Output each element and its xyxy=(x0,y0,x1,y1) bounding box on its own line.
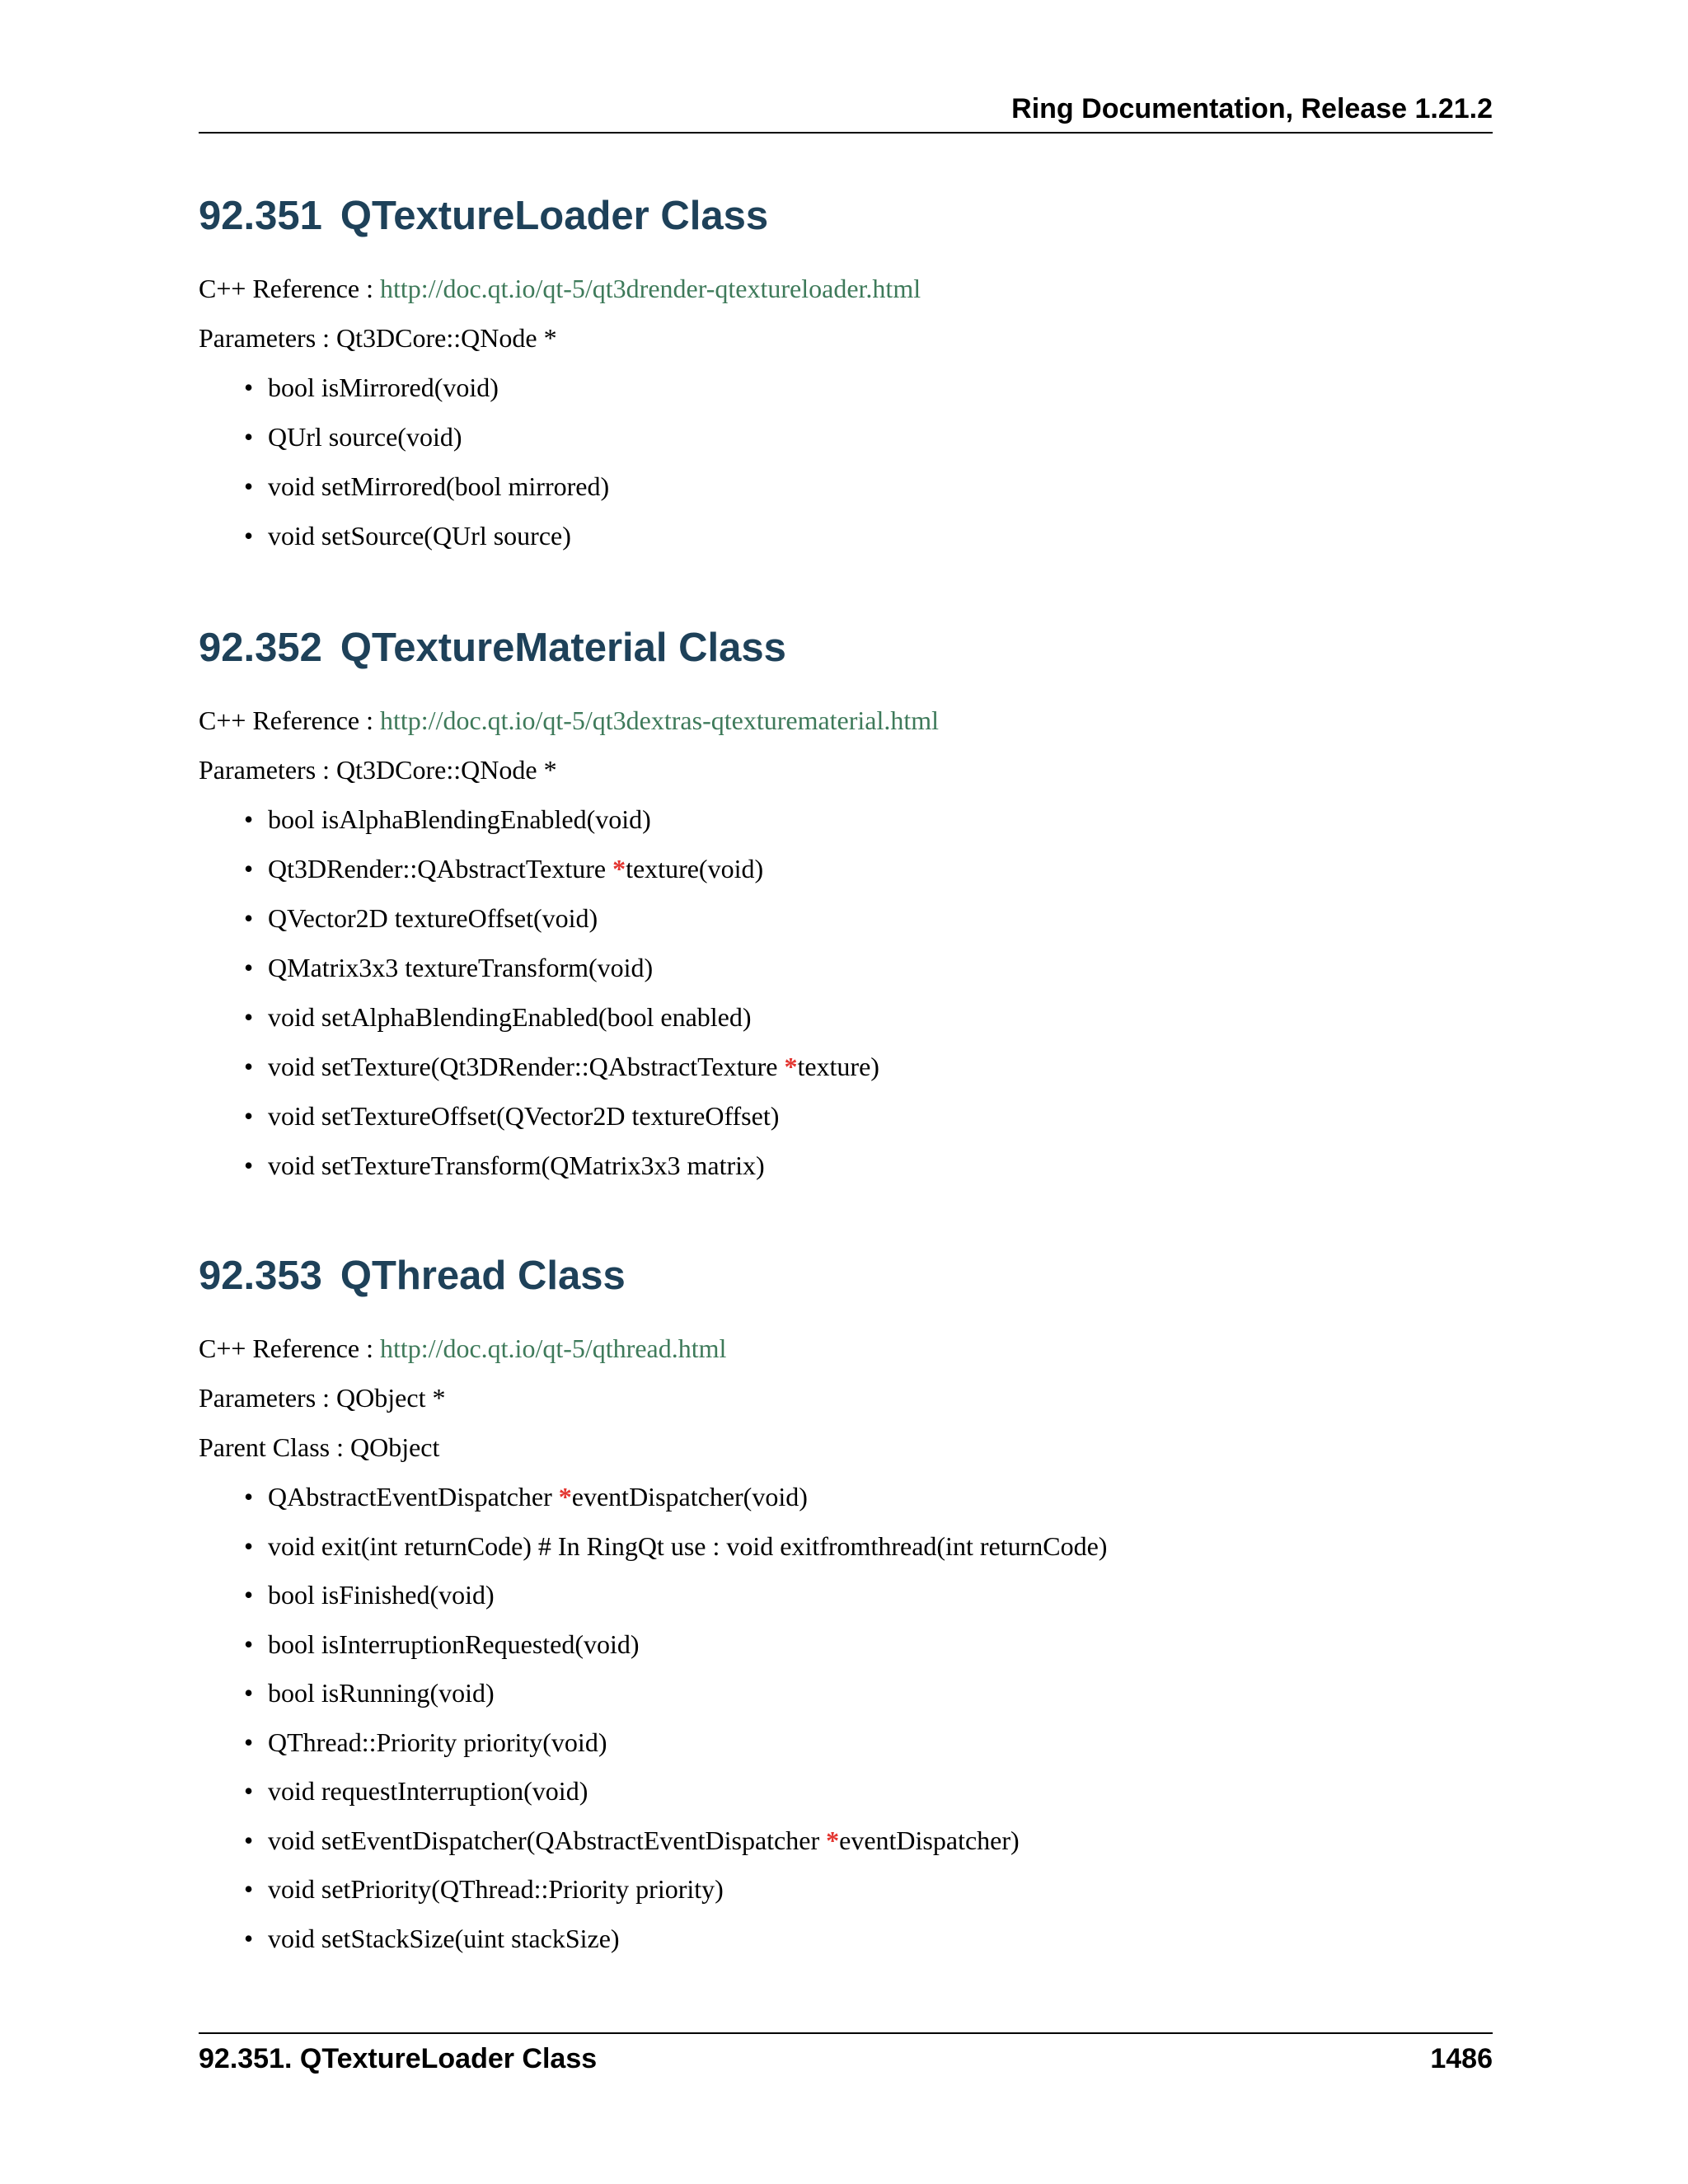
method-item xyxy=(199,1872,1493,1905)
method-text: QUrl source(void) xyxy=(268,422,462,452)
method-item xyxy=(199,1824,1493,1857)
method-text: bool isFinished(void) xyxy=(268,1580,495,1610)
method-text: texture(void) xyxy=(626,854,764,883)
method-text: QVector2D textureOffset(void) xyxy=(268,903,598,933)
method-item xyxy=(199,1628,1493,1661)
section-heading xyxy=(199,1251,1493,1301)
method-item xyxy=(199,1050,1493,1083)
cpp-reference-link[interactable]: http://doc.qt.io/qt-5/qt3dextras-qtexturematerial.html xyxy=(380,705,940,735)
cpp-reference-label: C++ Reference : xyxy=(199,705,373,735)
section-heading xyxy=(199,191,1493,241)
method-text: eventDispatcher) xyxy=(839,1825,1020,1855)
method-text: bool isInterruptionRequested(void) xyxy=(268,1629,640,1659)
method-text: void setTextureTransform(QMatrix3x3 matrix) xyxy=(268,1151,765,1180)
section-number: 92.352 xyxy=(199,626,322,670)
method-text: bool isMirrored(void) xyxy=(268,373,499,402)
method-text: void requestInterruption(void) xyxy=(268,1776,588,1806)
method-item xyxy=(199,1922,1493,1955)
method-item xyxy=(199,470,1493,503)
section-heading xyxy=(199,623,1493,673)
pointer-star: * xyxy=(558,1482,572,1511)
parameters: Parameters : QObject * xyxy=(199,1383,446,1413)
method-text: void setStackSize(uint stackSize) xyxy=(268,1923,620,1953)
method-item xyxy=(199,1149,1493,1182)
method-text: eventDispatcher(void) xyxy=(571,1482,808,1511)
parameters: Parameters : Qt3DCore::QNode * xyxy=(199,323,557,353)
cpp-reference-label: C++ Reference : xyxy=(199,274,373,303)
cpp-reference-label: C++ Reference : xyxy=(199,1333,373,1363)
method-item xyxy=(199,1726,1493,1759)
method-text: texture) xyxy=(797,1052,879,1081)
page-number: 1486 xyxy=(1430,2043,1493,2074)
method-text: bool isAlphaBlendingEnabled(void) xyxy=(268,804,651,834)
page-header xyxy=(199,92,1493,134)
cpp-reference-link[interactable]: http://doc.qt.io/qt-5/qt3drender-qtextureloader.html xyxy=(380,274,921,303)
section-number: 92.353 xyxy=(199,1254,322,1298)
pointer-star: * xyxy=(612,854,626,883)
parent-class: Parent Class : QObject xyxy=(199,1432,440,1462)
method-list xyxy=(199,1480,1493,1955)
cpp-reference xyxy=(199,272,1493,305)
method-item xyxy=(199,1774,1493,1807)
pointer-star: * xyxy=(826,1825,840,1855)
method-list xyxy=(199,371,1493,552)
method-item xyxy=(199,1578,1493,1611)
pointer-star: * xyxy=(784,1052,798,1081)
method-item xyxy=(199,1099,1493,1132)
section-qtexturematerial xyxy=(199,623,1493,1182)
method-text: Qt3DRender::QAbstractTexture xyxy=(268,854,613,883)
method-item xyxy=(199,420,1493,453)
method-text: void setPriority(QThread::Priority priority) xyxy=(268,1874,724,1904)
method-text: void setTextureOffset(QVector2D textureOffset) xyxy=(268,1101,780,1131)
method-list xyxy=(199,803,1493,1182)
method-item xyxy=(199,1001,1493,1033)
method-item xyxy=(199,902,1493,935)
method-item xyxy=(199,951,1493,984)
method-text: QThread::Priority priority(void) xyxy=(268,1727,607,1757)
method-text: void setAlphaBlendingEnabled(bool enabled) xyxy=(268,1002,752,1032)
method-text: void setEventDispatcher(QAbstractEventDispatcher xyxy=(268,1825,827,1855)
document-title: Ring Documentation, Release 1.21.2 xyxy=(1011,93,1493,124)
method-item xyxy=(199,803,1493,836)
section-qtextureloader xyxy=(199,191,1493,552)
section-title: QTextureMaterial Class xyxy=(340,626,786,670)
section-qthread xyxy=(199,1251,1493,1955)
method-item xyxy=(199,852,1493,885)
page-footer xyxy=(199,2032,1493,2083)
method-text: QAbstractEventDispatcher xyxy=(268,1482,559,1511)
method-text: void setSource(QUrl source) xyxy=(268,521,571,551)
method-item xyxy=(199,1530,1493,1563)
method-item xyxy=(199,1480,1493,1513)
section-number: 92.351 xyxy=(199,194,322,238)
method-item xyxy=(199,519,1493,552)
method-text: QMatrix3x3 textureTransform(void) xyxy=(268,953,654,982)
method-item xyxy=(199,1676,1493,1709)
cpp-reference-link[interactable]: http://doc.qt.io/qt-5/qthread.html xyxy=(380,1333,727,1363)
parameters: Parameters : Qt3DCore::QNode * xyxy=(199,755,557,785)
method-item xyxy=(199,371,1493,404)
section-title: QTextureLoader Class xyxy=(340,194,769,238)
method-text: void setTexture(Qt3DRender::QAbstractTexture xyxy=(268,1052,785,1081)
footer-section-title: 92.351. QTextureLoader Class xyxy=(199,2043,598,2074)
section-title: QThread Class xyxy=(340,1254,626,1298)
method-text: void setMirrored(bool mirrored) xyxy=(268,471,610,501)
method-text: void exit(int returnCode) # In RingQt use : void exitfromthread(int returnCode) xyxy=(268,1530,1108,1561)
cpp-reference xyxy=(199,704,1493,737)
cpp-reference xyxy=(199,1332,1493,1365)
method-text: bool isRunning(void) xyxy=(268,1678,495,1708)
